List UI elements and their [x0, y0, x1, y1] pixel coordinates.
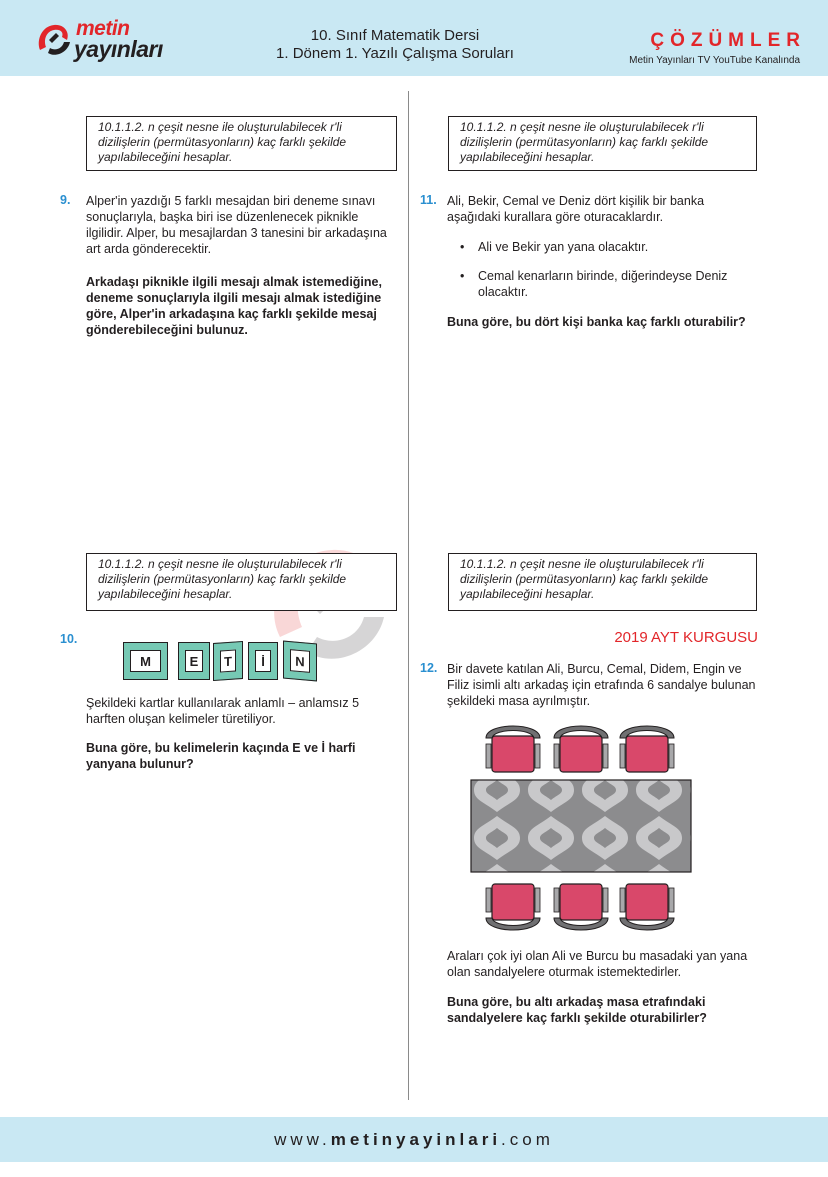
- letter-card-t: [213, 641, 243, 681]
- chair-bottom-2: [554, 884, 608, 930]
- card-letter: İ: [255, 650, 271, 672]
- course-title: 10. Sınıf Matematik Dersi: [310, 27, 480, 44]
- q11-bullet-1-text: Ali ve Bekir yan yana olacaktır.: [478, 240, 649, 254]
- ayt-tag: 2019 AYT KURGUSU: [614, 629, 758, 646]
- kazanim-box-q9: 10.1.1.2. n çeşit nesne ile oluşturulabilecek r'li dizilişlerin (permütasyonların) kaç farklı şekilde yapılabileceğini hesaplar.: [86, 116, 397, 171]
- logo-text-top: metin: [76, 17, 130, 40]
- footer-url-prefix: www.: [274, 1130, 331, 1149]
- chair-bottom-3: [620, 884, 674, 930]
- logo-text-bottom: yayınları: [74, 36, 163, 62]
- header-title: [250, 27, 540, 63]
- q12-text-2: Araları çok iyi olan Ali ve Burcu bu masadaki yan yana olan sandalyelere oturmak istemektedirler.: [447, 949, 748, 979]
- card-letter: M: [130, 650, 161, 672]
- damask-table: [471, 780, 691, 872]
- letter-card-e: [178, 642, 210, 680]
- chair-top-2: [554, 726, 608, 772]
- footer-url-suffix: .com: [501, 1130, 554, 1149]
- q10-number: 10.: [60, 632, 78, 646]
- publisher-logo: [34, 18, 164, 62]
- chair-bottom-1: [486, 884, 540, 930]
- q11-text: Ali, Bekir, Cemal ve Deniz dört kişilik bir banka aşağıdaki kurallara göre oturacaklardır.: [447, 194, 705, 224]
- footer-url-brand: metinyayinlari: [330, 1130, 502, 1149]
- q12-question: Buna göre, bu altı arkadaş masa etrafındaki sandalyelere kaç farklı şekilde oturabilirler?: [447, 995, 707, 1025]
- kazanim-box-q11: 10.1.1.2. n çeşit nesne ile oluşturulabilecek r'li dizilişlerin (permütasyonların) kaç farklı şekilde yapılabileceğini hesaplar.: [448, 116, 757, 171]
- letter-card-i: [248, 642, 278, 680]
- q9-question: Arkadaşı piknikle ilgili mesajı almak istemediğine, deneme sonuçlarıyla ilgili mesajı almak istediğine göre, Alper'in arkadaşına kaç farklı şekilde mesaj gönderebileceğini bulunuz.: [86, 275, 382, 337]
- solutions-info: [600, 30, 806, 66]
- exam-title: 1. Dönem 1. Yazılı Çalışma Soruları: [276, 45, 514, 62]
- logo-icon: [34, 20, 74, 60]
- letter-card-m: [123, 642, 168, 680]
- card-letter: N: [290, 649, 310, 673]
- q12-text: Bir davete katılan Ali, Burcu, Cemal, Didem, Engin ve Filiz isimli altı arkadaş için etrafında 6 sandalye bulunan şekildeki masa ayrılmıştır.: [447, 662, 756, 708]
- chair-top-1: [486, 726, 540, 772]
- table-chairs-figure: [470, 718, 694, 938]
- chair-top-3: [620, 726, 674, 772]
- q11-bullet-2: [460, 268, 758, 300]
- card-letter: E: [185, 650, 203, 672]
- bullet-icon: •: [460, 269, 465, 283]
- page-header: [0, 0, 828, 76]
- q12-number: 12.: [420, 661, 438, 675]
- q11-number: 11.: [420, 193, 437, 207]
- card-letter: T: [220, 649, 236, 672]
- letter-card-n: [283, 641, 317, 682]
- q10-question: Buna göre, bu kelimelerin kaçında E ve İ harfi yanyana bulunur?: [86, 741, 356, 771]
- kazanim-box-q10: 10.1.1.2. n çeşit nesne ile oluşturulabilecek r'li dizilişlerin (permütasyonların) kaç farklı şekilde yapılabileceğini hesaplar.: [86, 553, 397, 611]
- q11-bullet-2-text: Cemal kenarların birinde, diğerindeyse Deniz olacaktır.: [478, 269, 728, 299]
- q9-text: Alper'in yazdığı 5 farklı mesajdan biri deneme sınavı sonuçlarıyla, başka biri ise düzenlenecek piknikle ilgilidir. Alper, bu mesajlardan 3 tanesini bir arkadaşına art arda gönderecektir.: [86, 194, 387, 256]
- solutions-subtitle: Metin Yayınları TV YouTube Kanalında: [629, 55, 800, 66]
- solutions-title: ÇÖZÜMLER: [650, 30, 806, 51]
- q9-number: 9.: [60, 193, 71, 207]
- q11-question: Buna göre, bu dört kişi banka kaç farklı oturabilir?: [447, 315, 746, 329]
- page-footer: [0, 1117, 828, 1162]
- bullet-icon: •: [460, 240, 465, 254]
- q10-text: Şekildeki kartlar kullanılarak anlamlı – anlamsız 5 harften oluşan kelimeler türetiliyor.: [86, 696, 360, 726]
- kazanim-box-q12: 10.1.1.2. n çeşit nesne ile oluşturulabilecek r'li dizilişlerin (permütasyonların) kaç farklı şekilde yapılabileceğini hesaplar.: [448, 553, 757, 611]
- q11-bullet-1: [460, 239, 758, 255]
